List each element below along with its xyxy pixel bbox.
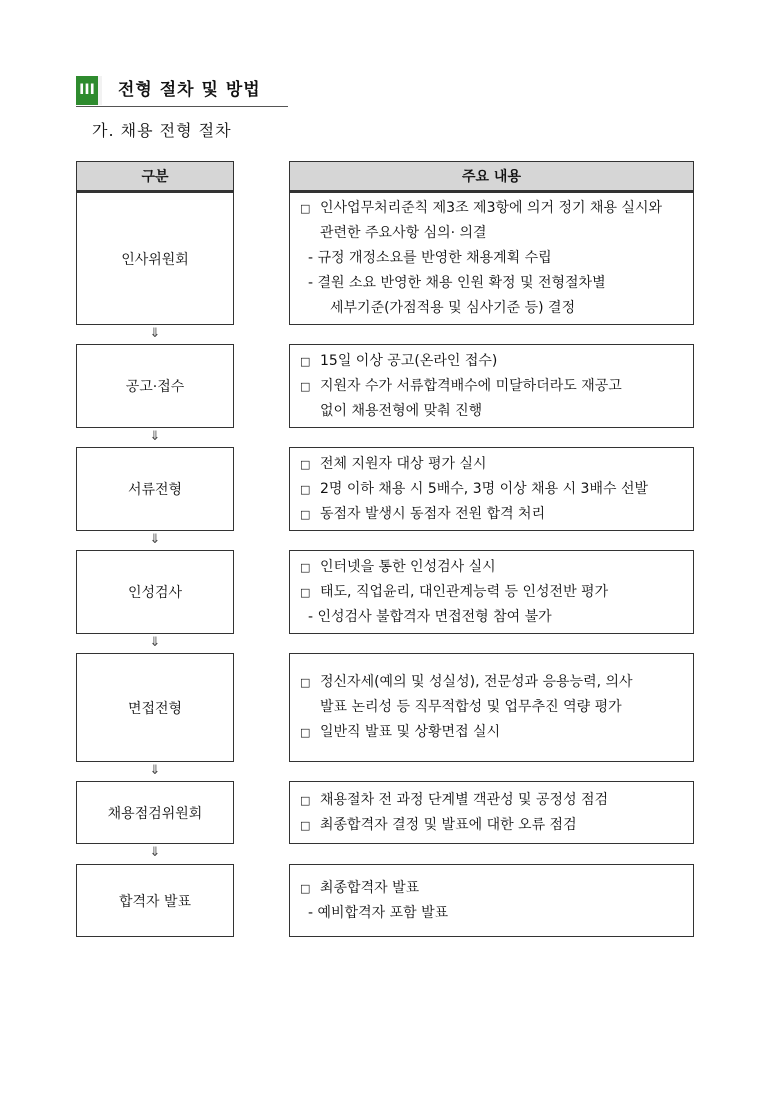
content-line: - 규정 개정소요를 반영한 채용계획 수립 <box>308 250 552 266</box>
step-content-document-screening <box>289 447 694 531</box>
bullet-square-icon: □ <box>300 457 311 471</box>
step-name-interview: 면접전형 <box>76 653 234 762</box>
down-arrow-icon: ⇓ <box>149 532 161 547</box>
content-line: 세부기준(가점적용 및 심사기준 등) 결정 <box>330 300 576 316</box>
content-line: □ 인사업무처리준칙 제3조 제3항에 의거 정기 채용 실시와 <box>300 196 687 221</box>
content-line: - 결원 소요 반영한 채용 인원 확정 및 전형절차별 <box>308 275 606 291</box>
down-arrow-icon: ⇓ <box>149 635 161 650</box>
content-line: □ 일반직 발표 및 상황면접 실시 <box>300 720 687 745</box>
content-line: □ 태도, 직업윤리, 대인관계능력 등 인성전반 평가 <box>300 580 687 605</box>
section-header <box>76 76 288 107</box>
content-line: □ 지원자 수가 서류합격배수에 미달하더라도 재공고 <box>300 374 687 399</box>
bullet-square-icon: □ <box>300 818 311 832</box>
step-name-notice: 공고·접수 <box>76 344 234 428</box>
content-line: □ 동점자 발생시 동점자 전원 합격 처리 <box>300 502 687 527</box>
column-header-content: 주요 내용 <box>289 161 694 192</box>
down-arrow-icon: ⇓ <box>149 429 161 444</box>
step-name-hr-committee: 인사위원회 <box>76 192 234 325</box>
bullet-square-icon: □ <box>300 482 311 496</box>
content-line: 관련한 주요사항 심의· 의결 <box>320 225 487 241</box>
down-arrow-icon: ⇓ <box>149 326 161 341</box>
content-line: - 예비합격자 포함 발표 <box>308 904 449 921</box>
content-line: 발표 논리성 등 직무적합성 및 업무추진 역량 평가 <box>320 699 622 715</box>
step-name-inspection-committee: 채용점검위원회 <box>76 781 234 844</box>
content-line: 없이 채용전형에 맞춰 진행 <box>320 402 483 419</box>
content-line: □ 정신자세(예의 및 성실성), 전문성과 응용능력, 의사 <box>300 670 687 695</box>
content-line: □ 15일 이상 공고(온라인 접수) <box>300 349 687 374</box>
column-header-category: 구분 <box>76 161 234 192</box>
bullet-square-icon: □ <box>300 793 311 807</box>
content-line: □ 최종합격자 결정 및 발표에 대한 오류 점검 <box>300 813 687 838</box>
content-line: □ 최종합격자 발표 <box>300 876 687 901</box>
bullet-square-icon: □ <box>300 881 311 895</box>
content-line: □ 인터넷을 통한 인성검사 실시 <box>300 555 687 580</box>
bullet-square-icon: □ <box>300 726 311 739</box>
bullet-square-icon: □ <box>300 379 311 393</box>
section-number: III <box>76 76 102 105</box>
step-name-personality-test: 인성검사 <box>76 550 234 634</box>
step-content-interview <box>289 653 694 762</box>
step-content-notice <box>289 344 694 428</box>
content-line: □ 전체 지원자 대상 평가 실시 <box>300 452 687 477</box>
bullet-square-icon: □ <box>300 560 311 574</box>
step-content-hr-committee <box>289 192 694 325</box>
bullet-square-icon: □ <box>300 676 311 689</box>
section-title: 전형 절차 및 방법 <box>118 80 261 100</box>
content-line: □ 2명 이하 채용 시 5배수, 3명 이상 채용 시 3배수 선발 <box>300 477 687 502</box>
bullet-square-icon: □ <box>300 354 311 368</box>
step-content-inspection-committee <box>289 781 694 844</box>
step-content-personality-test <box>289 550 694 634</box>
step-content-announcement <box>289 864 694 937</box>
step-name-document-screening: 서류전형 <box>76 447 234 531</box>
content-line: - 인성검사 불합격자 면접전형 참여 불가 <box>308 608 552 625</box>
bullet-square-icon: □ <box>300 507 311 521</box>
bullet-square-icon: □ <box>300 202 311 215</box>
down-arrow-icon: ⇓ <box>149 845 161 860</box>
content-line: □ 채용절차 전 과정 단계별 객관성 및 공정성 점검 <box>300 788 687 813</box>
step-name-announcement: 합격자 발표 <box>76 864 234 937</box>
bullet-square-icon: □ <box>300 585 311 599</box>
subsection-title: 가. 채용 전형 절차 <box>92 121 232 140</box>
down-arrow-icon: ⇓ <box>149 763 161 778</box>
